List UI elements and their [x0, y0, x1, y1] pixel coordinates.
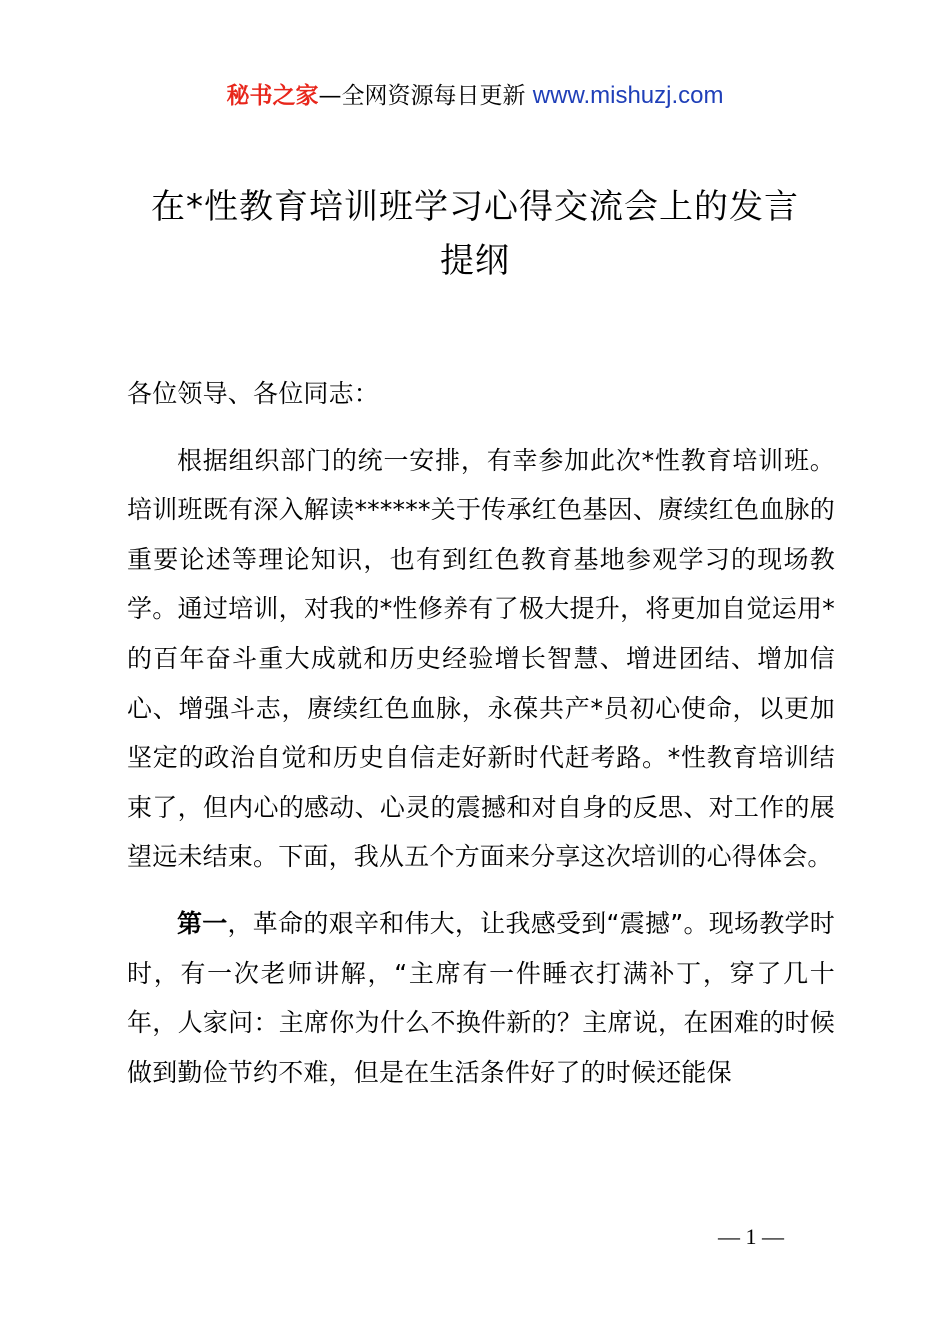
page-number: — 1 —: [718, 1224, 784, 1249]
brand-name: 秘书之家: [226, 83, 319, 109]
point-lead: 第一: [177, 908, 228, 938]
paragraph-first-point: [127, 899, 835, 1097]
salutation: 各位领导、各位同志：: [127, 379, 380, 408]
header-slogan: —全网资源每日更新: [318, 83, 533, 109]
document-title: [100, 180, 850, 288]
title-line-1: 在*性教育培训班学习心得交流会上的发言: [151, 187, 799, 227]
website-link[interactable]: www.mishuzj.com: [532, 82, 724, 109]
document-body: [127, 369, 835, 1097]
point-text: ，革命的艰辛和伟大，让我感受到“震撼”。现场教学时时，有一次老师讲解，“主席有一件睡衣打满补丁，穿了几十年，人家问：主席你为什么不换件新的？主席说，在困难的时候做到勤俭节约不难，但是在生活条件好了的时候还能保: [127, 908, 835, 1087]
paragraph-intro: 根据组织部门的统一安排，有幸参加此次*性教育培训班。培训班既有深入解读******关于传承红色基因、赓续红色血脉的重要论述等理论知识，也有到红色教育基地参观学习的现场教学。通过培训，对我的*性修养有了极大提升，将更加自觉运用*的百年奋斗重大成就和历史经验增长智慧、增进团结、增加信心、增强斗志，赓续红色血脉，永葆共产*员初心使命，以更加坚定的政治自觉和历史自信走好新时代赶考路。*性教育培训结束了，但内心的感动、心灵的震撼和对自身的反思、对工作的展望远未结束。下面，我从五个方面来分享这次培训的心得体会。: [127, 445, 835, 872]
title-line-2: 提纲: [440, 241, 510, 281]
site-header: [0, 80, 950, 112]
